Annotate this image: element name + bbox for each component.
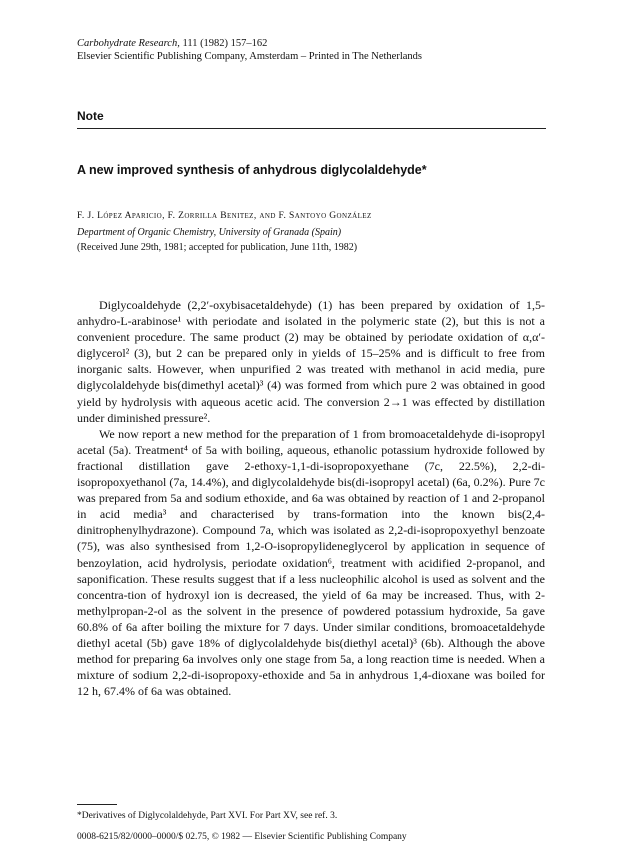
journal-header: [77, 37, 422, 63]
header-rule: [77, 128, 546, 129]
received-dates: (Received June 29th, 1981; accepted for publication, June 11th, 1982): [77, 242, 358, 253]
footnote-rule: [77, 804, 117, 805]
journal-ref: 111 (1982) 157–162: [179, 38, 268, 49]
article-affiliation: Department of Organic Chemistry, University of Granada (Spain): [77, 227, 342, 238]
body-paragraph-2: We now report a new method for the preparation of 1 from bromoacetaldehyde di-isopropyl acetal (5a). Treatment⁴ of 5a with boiling, aqueous, ethanolic potassium hydroxide followed by fractional distillation gave 2-ethoxy-1,1-di-isopropoxyethane (7c, 22.5%), 2,2-di-isopropoxyethanol (7a, 14.4%), and diglycolaldehyde bis(di-isopropyl acetal) (6a, 0.2%). Pure 7c was prepared from 5a and sodium ethoxide, and 6a was obtained by reaction of 1 and 2-propanol in acid media³ and characterised by trans-formation into the known bis(2,4-dinitrophenylhydrazone). Compound 7a, which was isolated as 2,2-di-isopropoxyethyl benzoate (75), was also synthesised from 1,2-O-isopropylideneglycerol by application in sequence of benzoylation, acid hydrolysis, periodate oxidation⁶, treatment with acidified 2-propanol, and saponification. These results suggest that if a less nucleophilic alcohol is used as solvent and the concentra-tion of hydroxyl ion is decreased, the yield of 6a may be increased. Thus, with 2-methylpropan-2-ol as the solvent in the presence of powdered potassium hydroxide, 5a gave 60.8% of 6a after boiling the mixture for 7 days. Under similar conditions, bromoacetaldehyde diethyl acetal (5b) gave 18% of diglycolaldehyde bis(diethyl acetal)³ (6b). Although the above method for preparing 6a involves only one stage from 5a, a long reaction time is needed. When a mixture of sodium 2,2-di-isopropoxy-ethoxide and 5a in anhydrous 1,4-dioxane was boiled for 12 h, 67.4% of 6a was obtained.: [77, 426, 545, 699]
journal-citation: [77, 37, 422, 50]
copyright-line: 0008-6215/82/0000–0000/$ 02.75, © 1982 — Elsevier Scientific Publishing Company: [77, 832, 407, 842]
article-authors: F. J. López Aparicio, F. Zorrilla Benitez, and F. Santoyo González: [77, 211, 372, 221]
body-paragraph-1: Diglycoaldehyde (2,2′-oxybisacetaldehyde) (1) has been prepared by oxidation of 1,5-anhydro-L-arabinose¹ with periodate and isolated in the polymeric state (2), but this is not a convenient procedure. The same product (2) may be obtained by periodate oxidation of α,α′-diglycerol² (3), but 2 can be prepared only in yields of 15–25% and is difficult to free from inorganic salts. However, when unpurified 2 was treated with methanol in acid media, pure diglycolaldehyde bis(dimethyl acetal)³ (4) was formed from which pure 2 was obtained in good yield by hydrolysis with aqueous acetic acid. The conversion 2→1 was effected by distillation under diminished pressure².: [77, 298, 545, 425]
publisher-line: Elsevier Scientific Publishing Company, Amsterdam – Printed in The Netherlands: [77, 51, 422, 62]
journal-name: Carbohydrate Research,: [77, 38, 180, 49]
article-body: [77, 297, 545, 699]
footnote: *Derivatives of Diglycolaldehyde, Part XVI. For Part XV, see ref. 3.: [77, 811, 338, 821]
section-label: Note: [77, 109, 104, 123]
article-title: A new improved synthesis of anhydrous diglycolaldehyde*: [77, 163, 427, 177]
